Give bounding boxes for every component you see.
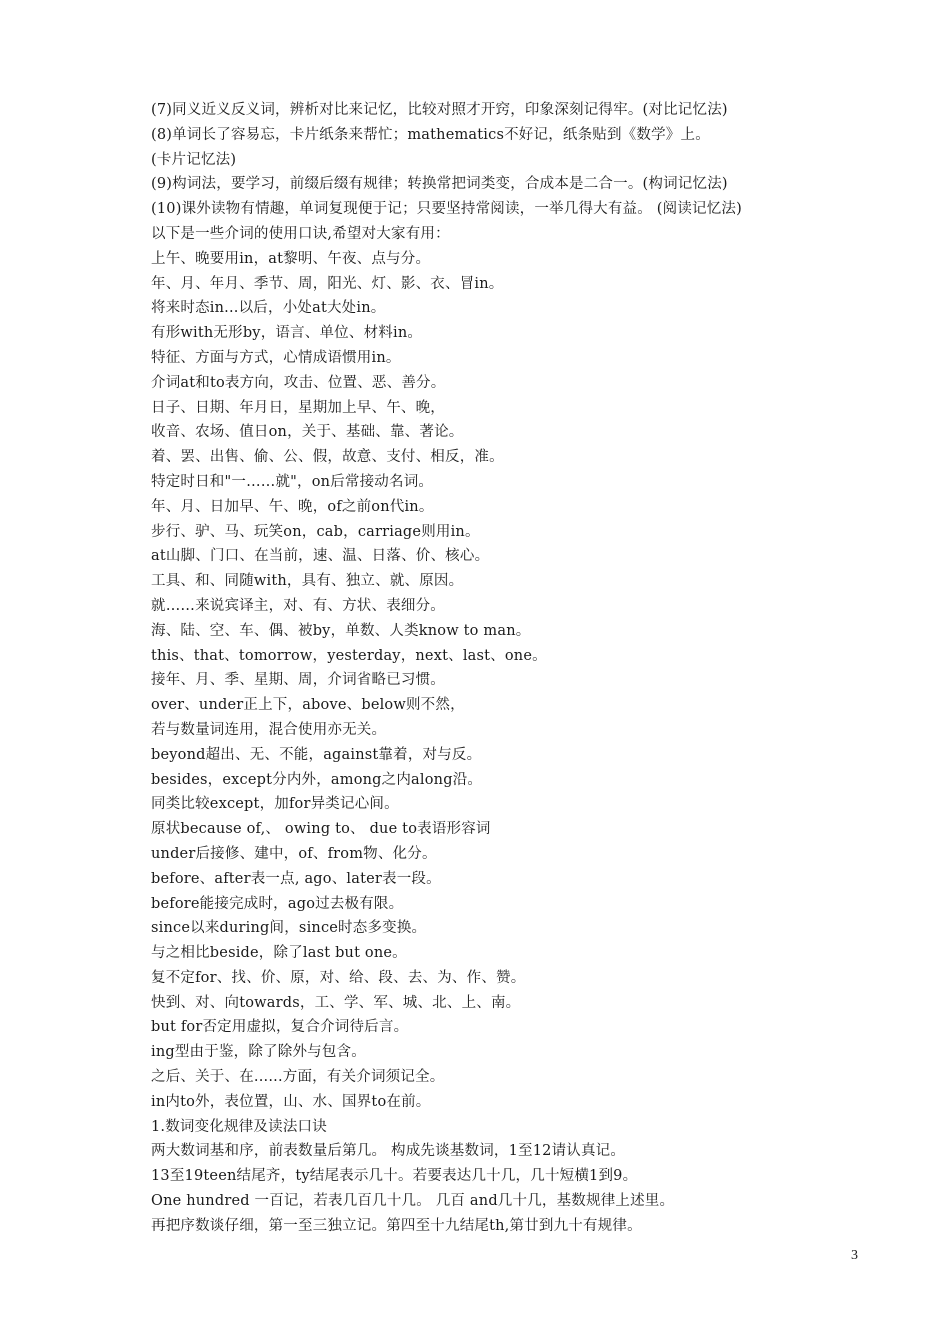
text-line: ing型由于鉴，除了除外与包含。: [151, 1044, 366, 1061]
text-line: 工具、和、同随with，具有、独立、就、原因。: [151, 573, 464, 590]
text-line: 接年、月、季、星期、周，介词省略已习惯。: [151, 672, 445, 689]
text-line: but for否定用虚拟，复合介词待后言。: [151, 1019, 409, 1036]
document-body: [151, 98, 871, 1239]
text-line: at山脚、门口、在当前，速、温、日落、价、核心。: [151, 548, 490, 565]
text-line: over、under正上下，above、below则不然，: [151, 697, 465, 714]
text-line: 原状because of,、 owing to、 due to表语形容词: [151, 821, 491, 838]
text-line: before、after表一点, ago、later表一段。: [151, 870, 441, 887]
text-line: 两大数词基和序，前表数量后第几。 构成先谈基数词，1至12请认真记。: [151, 1143, 626, 1160]
page-number: 3: [851, 1248, 858, 1263]
text-line: 日子、日期、年月日，星期加上早、午、晚，: [151, 399, 445, 416]
text-line: 海、陆、空、车、偶、被by，单数、人类know to man。: [151, 622, 531, 639]
text-line: under后接修、建中，of、from物、化分。: [151, 845, 437, 862]
text-line: 上午、晚要用in，at黎明、午夜、点与分。: [151, 250, 431, 267]
text-line: 复不定for、找、价、原，对、给、段、去、为、作、赞。: [151, 969, 526, 986]
text-line: 介词at和to表方向，攻击、位置、恶、善分。: [151, 374, 446, 391]
text-line: 收音、农场、值日on，关于、基础、靠、著论。: [151, 424, 464, 441]
text-line: 若与数量词连用，混合使用亦无关。: [151, 721, 387, 738]
text-line: (8)单词长了容易忘，卡片纸条来帮忙；mathematics不好记，纸条贴到《数学》上。: [151, 126, 710, 143]
text-line: in内to外，表位置，山、水、国界to在前。: [151, 1093, 431, 1110]
text-line: 年、月、日加早、午、晚，of之前on代in。: [151, 498, 434, 515]
text-line: (卡片记忆法): [151, 151, 237, 168]
text-line: 以下是一些介词的使用口诀,希望对大家有用：: [151, 225, 450, 242]
text-line: 与之相比beside，除了last but one。: [151, 945, 407, 962]
text-line: beyond超出、无、不能，against靠着，对与反。: [151, 746, 482, 763]
text-line: 特定时日和"一……就"，on后常接动名词。: [151, 473, 434, 490]
text-line: (7)同义近义反义词，辨析对比来记忆，比较对照才开窍，印象深刻记得牢。(对比记忆法): [151, 102, 728, 118]
text-line: 快到、对、向towards，工、学、军、城、北、上、南。: [151, 994, 521, 1011]
section-heading: 1.数词变化规律及读法口诀: [151, 1118, 327, 1135]
text-line: 步行、驴、马、玩笑on，cab，carriage则用in。: [151, 523, 480, 540]
text-line: 13至19teen结尾齐，ty结尾表示几十。若要表达几十几，几十短横1到9。: [151, 1168, 638, 1185]
text-line: 就……来说宾译主，对、有、方状、表细分。: [151, 597, 445, 614]
text-line: One hundred 一百记，若表几百几十几。 几百 and几十几，基数规律上述里。: [151, 1193, 675, 1210]
text-line: 将来时态in...以后，小处at大处in。: [151, 300, 386, 317]
text-line: besides，except分内外，among之内along沿。: [151, 771, 483, 788]
text-line: 之后、关于、在......方面，有关介词须记全。: [151, 1069, 445, 1086]
text-line: before能接完成时，ago过去极有限。: [151, 895, 404, 912]
text-line: 再把序数谈仔细，第一至三独立记。第四至十九结尾th,第廿到九十有规律。: [151, 1217, 642, 1234]
text-line: 同类比较except，加for异类记心间。: [151, 796, 399, 813]
text-line: 有形with无形by，语言、单位、材料in。: [151, 325, 423, 342]
text-line: (10)课外读物有情趣，单词复现便于记；只要坚持常阅读，一举几得大有益。 (阅读记忆法): [151, 201, 742, 218]
text-line: this、that、tomorrow，yesterday，next、last、one。: [151, 647, 547, 664]
text-line: (9)构词法，要学习，前缀后缀有规律；转换常把词类变，合成本是二合一。(构词记忆法): [151, 176, 728, 193]
text-line: since以来during间，since时态多变换。: [151, 920, 427, 937]
text-line: 着、罢、出售、偷、公、假，故意、支付、相反，准。: [151, 449, 504, 466]
text-line: 特征、方面与方式，心情成语惯用in。: [151, 349, 401, 366]
text-line: 年、月、年月、季节、周，阳光、灯、影、衣、冒in。: [151, 275, 504, 292]
